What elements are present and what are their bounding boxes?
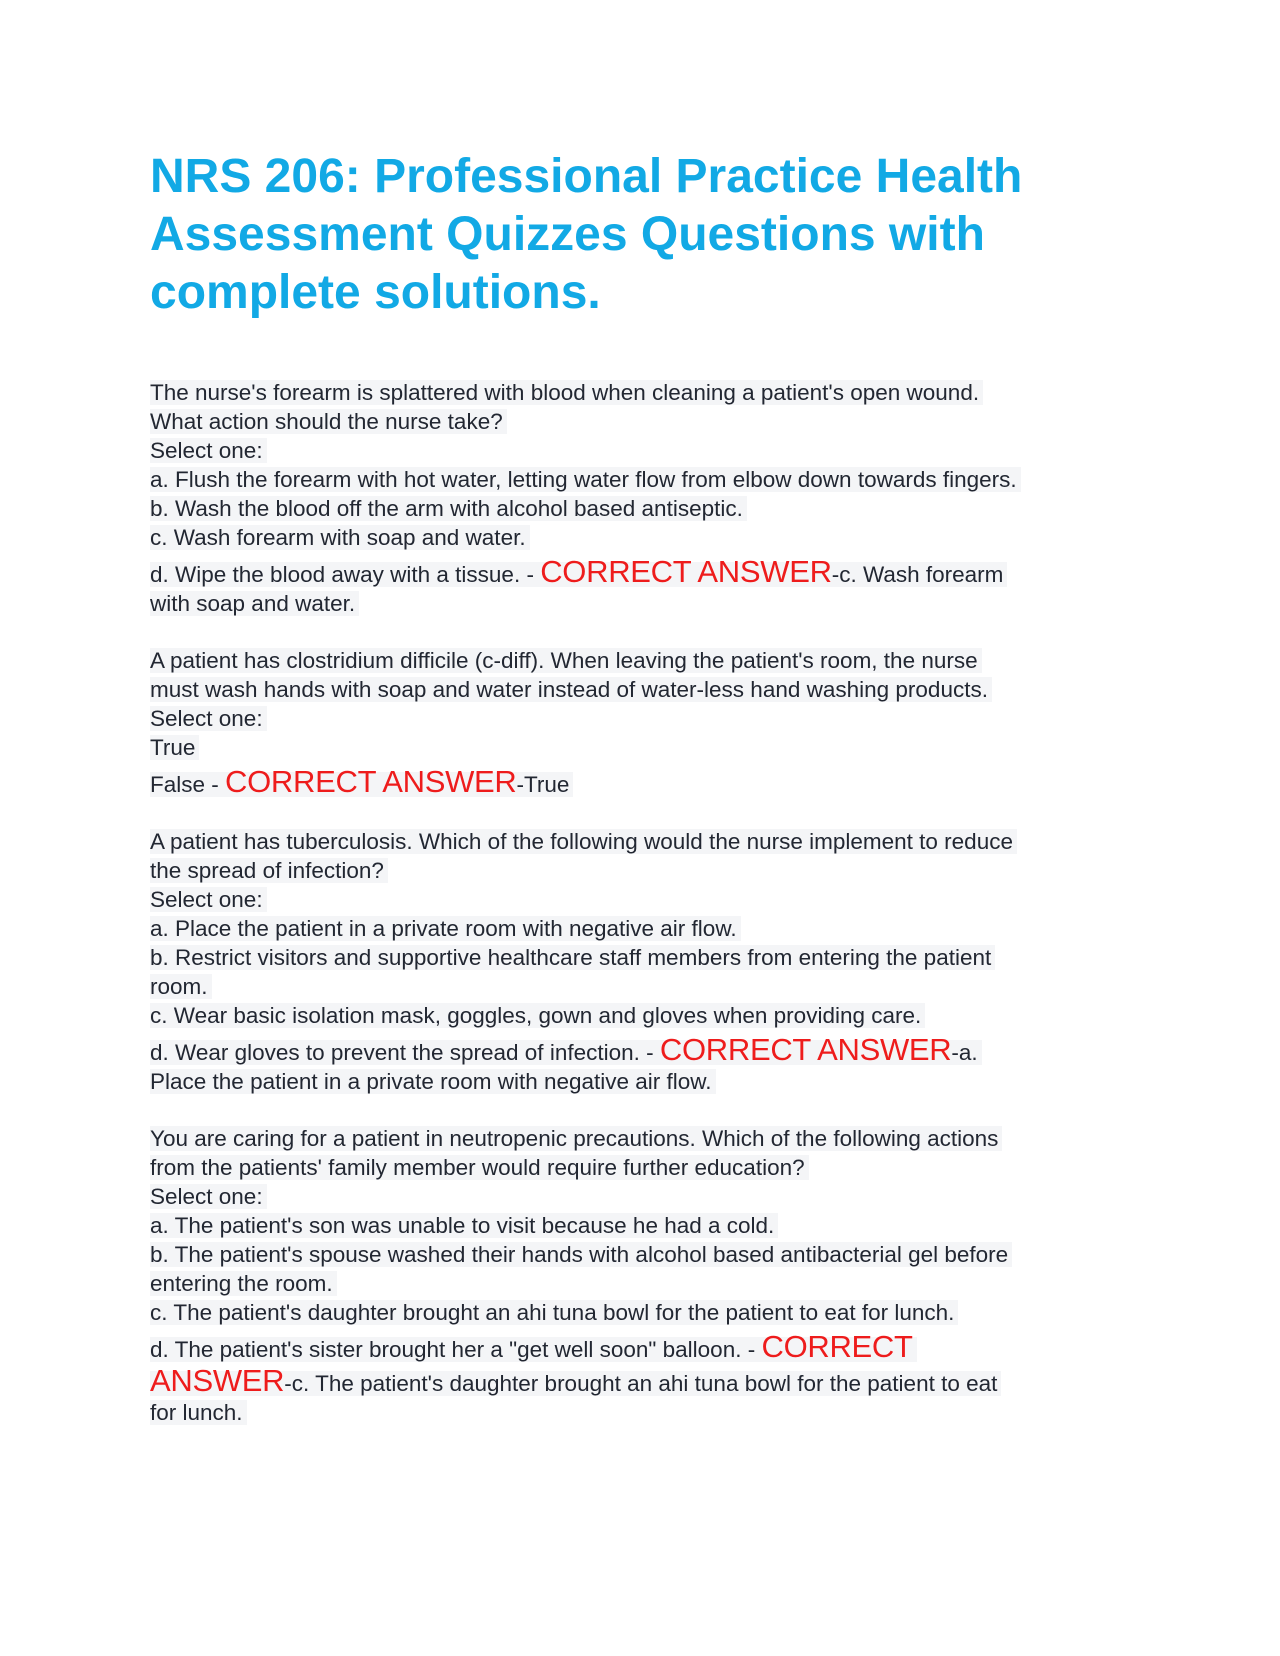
question-3 [150, 827, 1130, 1096]
question-4-option-c: c. The patient's daughter brought an ahi tuna bowl for the patient to eat for lunch. [150, 1300, 958, 1325]
question-4-option-a: a. The patient's son was unable to visit because he had a cold. [150, 1213, 778, 1238]
question-3-option-c: c. Wear basic isolation mask, goggles, gown and gloves when providing care. [150, 1003, 925, 1028]
question-3-answer-continued: Place the patient in a private room with negative air flow. [150, 1069, 716, 1094]
question-3-answer: -a. [951, 1040, 978, 1065]
question-4-stem-line-2: from the patients' family member would require further education? [150, 1155, 809, 1180]
question-1-option-c: c. Wash forearm with soap and water. [150, 525, 530, 550]
question-1-stem-line-2: What action should the nurse take? [150, 409, 507, 434]
question-3-option-b-line-1: b. Restrict visitors and supportive healthcare staff members from entering the patient [150, 945, 995, 970]
question-4-stem-line-1: You are caring for a patient in neutropenic precautions. Which of the following actions [150, 1126, 1002, 1151]
question-1-option-a: a. Flush the forearm with hot water, letting water flow from elbow down towards fingers. [150, 467, 1021, 492]
question-4-answer: -c. The patient's daughter brought an ahi tuna bowl for the patient to eat [284, 1371, 998, 1396]
question-2 [150, 646, 1130, 799]
question-4-select-prompt: Select one: [150, 1184, 267, 1209]
question-1 [150, 378, 1130, 618]
question-3-option-a: a. Place the patient in a private room with negative air flow. [150, 916, 741, 941]
question-1-answer-continued: with soap and water. [150, 591, 359, 616]
question-1-option-b: b. Wash the blood off the arm with alcohol based antiseptic. [150, 496, 747, 521]
question-4-option-d: d. The patient's sister brought her a "get well soon" balloon. - [150, 1337, 756, 1362]
question-4-option-b-line-1: b. The patient's spouse washed their hands with alcohol based antibacterial gel before [150, 1242, 1012, 1267]
question-4-correct-answer-label-part-2: ANSWER [150, 1363, 285, 1398]
question-3-stem-line-2: the spread of infection? [150, 858, 388, 883]
question-1-answer: -c. Wash forearm [831, 562, 1004, 587]
question-3-option-b-line-2: room. [150, 974, 212, 999]
question-2-stem-line-2: must wash hands with soap and water instead of water-less hand washing products. [150, 677, 992, 702]
question-2-option-true: True [150, 735, 199, 760]
question-2-select-prompt: Select one: [150, 706, 267, 731]
question-3-stem-line-1: A patient has tuberculosis. Which of the following would the nurse implement to reduce [150, 829, 1017, 854]
question-4-option-b-line-2: entering the room. [150, 1271, 337, 1296]
question-3-select-prompt: Select one: [150, 887, 267, 912]
quiz-content [150, 378, 1130, 1455]
question-1-correct-answer-label: CORRECT ANSWER [540, 554, 832, 589]
question-2-option-false: False - [150, 772, 219, 797]
question-3-correct-answer-label: CORRECT ANSWER [659, 1032, 952, 1067]
question-4-correct-answer-label-part-1: CORRECT [761, 1329, 913, 1364]
question-2-stem-line-1: A patient has clostridium difficile (c-diff). When leaving the patient's room, the nurse [150, 648, 982, 673]
question-2-answer: -True [516, 772, 570, 797]
question-3-option-d: d. Wear gloves to prevent the spread of infection. - [150, 1040, 654, 1065]
question-1-select-prompt: Select one: [150, 438, 267, 463]
question-4-answer-continued: for lunch. [150, 1400, 247, 1425]
question-4 [150, 1124, 1130, 1427]
question-2-correct-answer-label: CORRECT ANSWER [225, 764, 517, 799]
question-1-stem-line-1: The nurse's forearm is splattered with blood when cleaning a patient's open wound. [150, 380, 983, 405]
question-1-option-d: d. Wipe the blood away with a tissue. - [150, 562, 534, 587]
document-title: NRS 206: Professional Practice Health Assessment Quizzes Questions with complete solutions. [150, 150, 1023, 319]
